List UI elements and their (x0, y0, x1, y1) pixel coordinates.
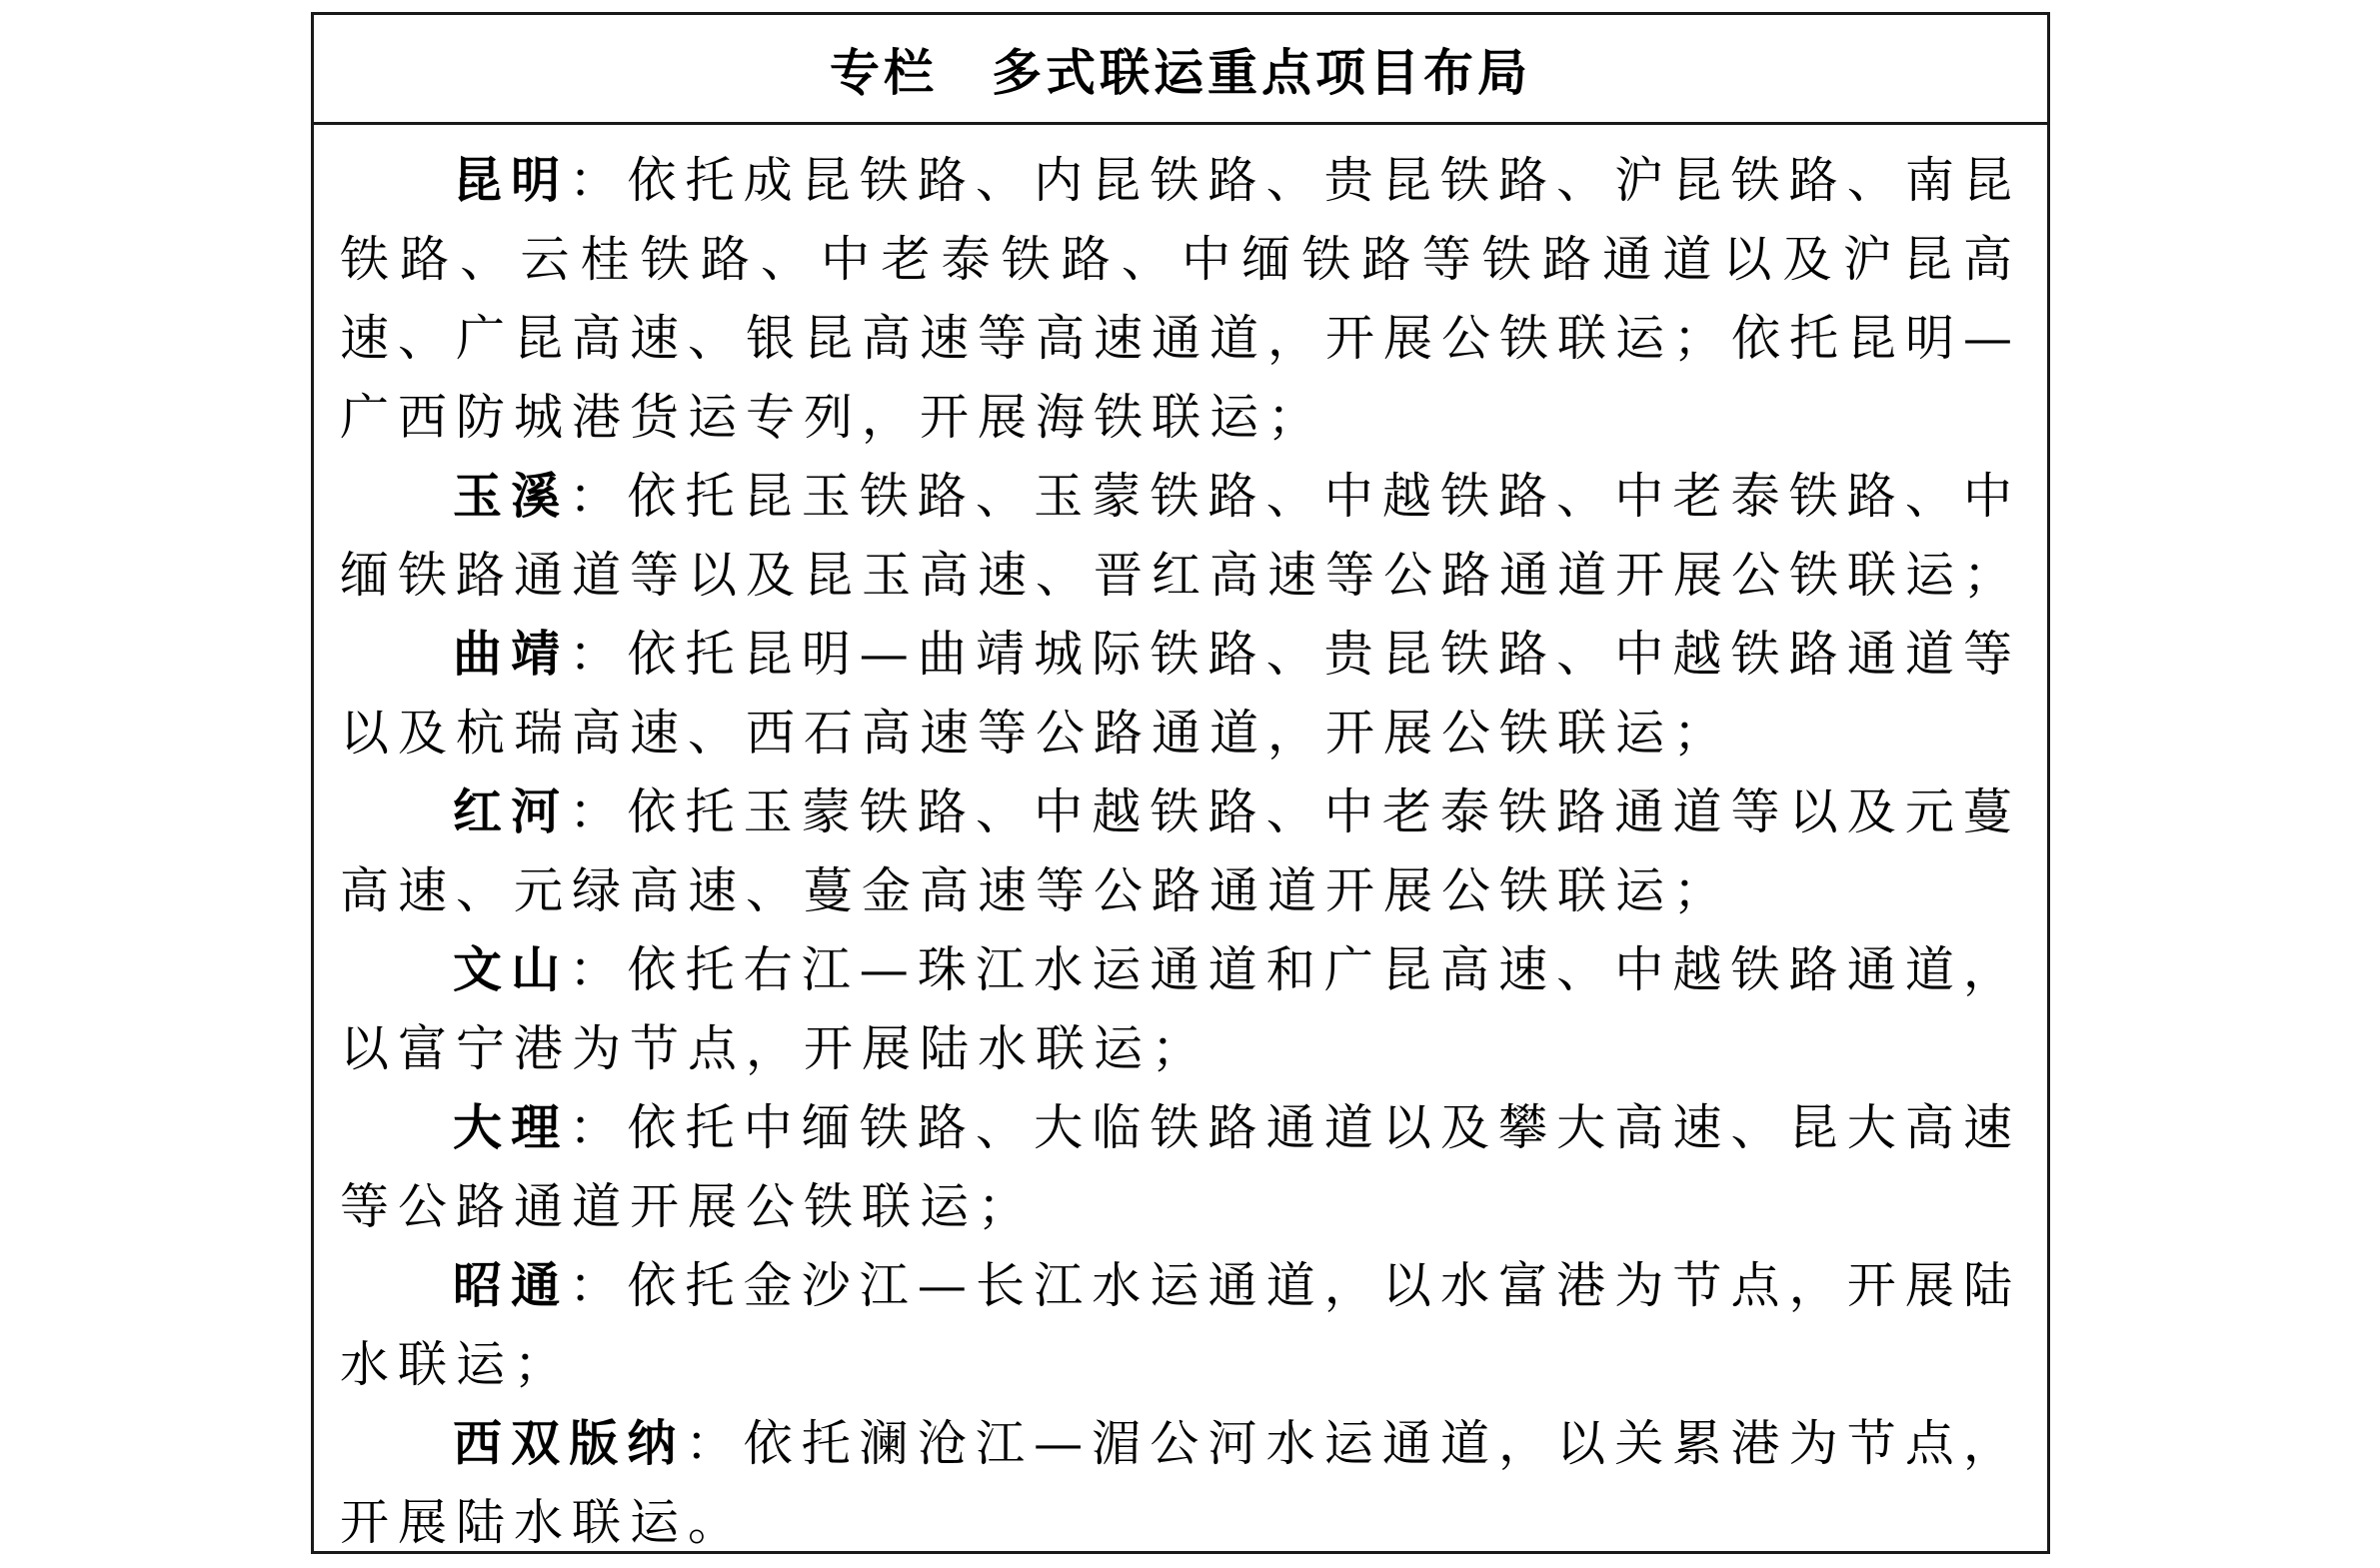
entry-text: ：依托右江—珠江水运通道和广昆高速、中越铁路通道，以富宁港为节点，开展陆水联运； (340, 941, 2021, 1077)
entry-label: 昭通 (453, 1256, 570, 1314)
column-header (314, 15, 2047, 125)
entry-zhaotong (340, 1246, 2021, 1404)
column-body (314, 125, 2047, 1562)
entry-label: 红河 (453, 783, 570, 840)
entry-text: ：依托澜沧江—湄公河水运通道，以关累港为节点，开展陆水联运。 (340, 1415, 2021, 1551)
entry-xishuangbanna (340, 1404, 2021, 1562)
entry-label: 大理 (453, 1098, 570, 1156)
entry-text: ：依托金沙江—长江水运通道，以水富港为节点，开展陆水联运； (340, 1257, 2021, 1393)
entry-text: ：依托昆玉铁路、玉蒙铁路、中越铁路、中老泰铁路、中缅铁路通道等以及昆玉高速、晋红高速等公路通道开展公铁联运； (340, 468, 2022, 604)
entry-label: 曲靖 (453, 625, 570, 683)
entry-text: ：依托玉蒙铁路、中越铁路、中老泰铁路通道等以及元蔓高速、元绿高速、蔓金高速等公路通道开展公铁联运； (340, 784, 2021, 919)
entry-label: 昆明 (453, 151, 570, 209)
entry-qujing (340, 615, 2021, 773)
entry-dali (340, 1088, 2021, 1246)
entry-kunming (340, 141, 2021, 457)
entry-text: ：依托中缅铁路、大临铁路通道以及攀大高速、昆大高速等公路通道开展公铁联运； (340, 1099, 2021, 1235)
entry-label: 文山 (453, 940, 570, 998)
entry-text: ：依托成昆铁路、内昆铁路、贵昆铁路、沪昆铁路、南昆铁路、云桂铁路、中老泰铁路、中缅铁路等铁路通道以及沪昆高速、广昆高速、银昆高速等高速通道，开展公铁联运；依托昆明—广西防城港货运专列，开展海铁联运； (340, 152, 2022, 446)
column-box (311, 12, 2050, 1554)
entry-label: 玉溪 (453, 467, 570, 525)
entry-honghe (340, 773, 2021, 930)
entry-label: 西双版纳 (453, 1414, 686, 1472)
entry-text: ：依托昆明—曲靖城际铁路、贵昆铁路、中越铁路通道等以及杭瑞高速、西石高速等公路通道，开展公铁联运； (340, 626, 2021, 762)
column-title: 专栏 多式联运重点项目布局 (830, 43, 1531, 102)
entry-yuxi (340, 457, 2021, 615)
entry-wenshan (340, 930, 2021, 1088)
